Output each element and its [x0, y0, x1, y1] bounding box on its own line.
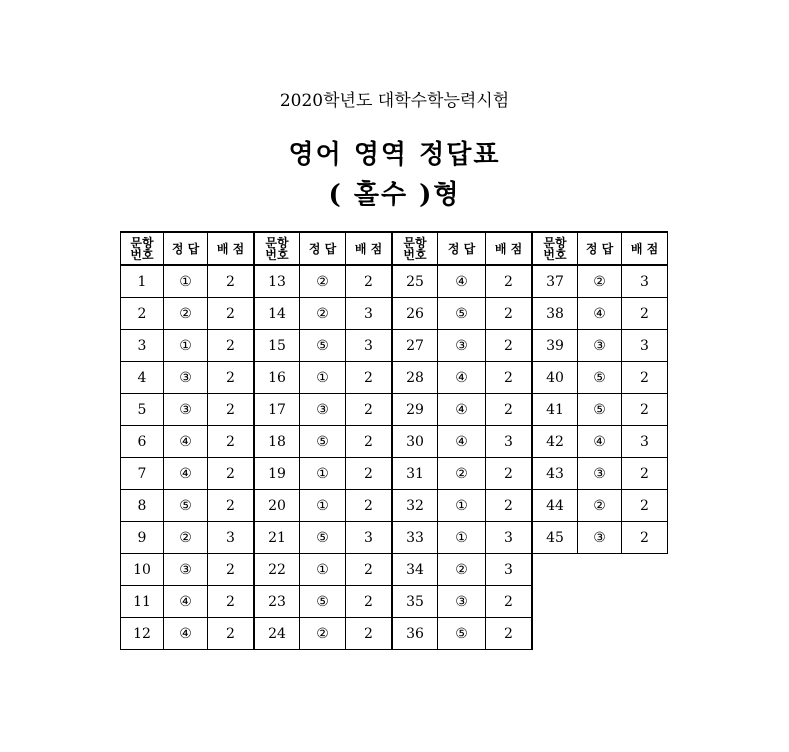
- answer-choice: ④: [578, 426, 622, 458]
- question-number: 2: [120, 298, 164, 330]
- score-value: 2: [208, 458, 254, 490]
- question-number: 13: [254, 266, 300, 298]
- score-value: 3: [346, 522, 392, 554]
- answer-choice: ②: [578, 266, 622, 298]
- answer-choice: ②: [300, 266, 346, 298]
- answer-choice: ①: [164, 266, 208, 298]
- score-value: 2: [486, 618, 532, 650]
- question-number: 4: [120, 362, 164, 394]
- question-number: 29: [392, 394, 438, 426]
- score-value: 2: [346, 266, 392, 298]
- header-question-number-bottom: 번호: [543, 247, 567, 262]
- score-value: 3: [486, 554, 532, 586]
- header-question-number-top: 문항: [403, 235, 427, 250]
- answer-choice: ⑤: [578, 394, 622, 426]
- score-value: 2: [346, 618, 392, 650]
- question-number: 3: [120, 330, 164, 362]
- answer-choice: ③: [438, 586, 486, 618]
- header-score: 배 점: [622, 231, 668, 266]
- empty-cell: [578, 554, 622, 586]
- question-number: 41: [532, 394, 578, 426]
- score-value: 2: [486, 362, 532, 394]
- question-number: 38: [532, 298, 578, 330]
- score-value: 2: [346, 362, 392, 394]
- answer-choice: ③: [164, 554, 208, 586]
- question-number: 18: [254, 426, 300, 458]
- answer-choice: ①: [300, 458, 346, 490]
- score-value: 2: [208, 586, 254, 618]
- score-value: 2: [346, 394, 392, 426]
- score-value: 3: [346, 330, 392, 362]
- score-value: 2: [208, 618, 254, 650]
- score-value: 2: [208, 266, 254, 298]
- header-question-number-top: 문항: [543, 235, 567, 250]
- question-number: 17: [254, 394, 300, 426]
- answer-choice: ⑤: [300, 330, 346, 362]
- question-number: 42: [532, 426, 578, 458]
- question-number: 30: [392, 426, 438, 458]
- question-number: 10: [120, 554, 164, 586]
- question-number: 7: [120, 458, 164, 490]
- answer-choice: ①: [300, 554, 346, 586]
- answer-choice: ④: [164, 458, 208, 490]
- score-value: 2: [486, 458, 532, 490]
- question-number: 25: [392, 266, 438, 298]
- question-number: 11: [120, 586, 164, 618]
- subject-title: 영어 영역 정답표: [288, 140, 501, 170]
- header-score: 배 점: [208, 231, 254, 266]
- header-question-number: [532, 231, 578, 266]
- header-question-number-bottom: 번호: [130, 247, 154, 262]
- answer-choice: ②: [164, 522, 208, 554]
- answer-choice: ④: [164, 618, 208, 650]
- question-number: 5: [120, 394, 164, 426]
- answer-key-table: [120, 231, 668, 650]
- answer-choice: ③: [438, 330, 486, 362]
- question-number: 1: [120, 266, 164, 298]
- answer-choice: ④: [438, 266, 486, 298]
- answer-choice: ②: [438, 554, 486, 586]
- question-number: 9: [120, 522, 164, 554]
- score-value: 2: [622, 458, 668, 490]
- empty-cell: [622, 586, 668, 618]
- question-number: 21: [254, 522, 300, 554]
- score-value: 3: [622, 266, 668, 298]
- question-number: 43: [532, 458, 578, 490]
- question-number: 12: [120, 618, 164, 650]
- question-number: 20: [254, 490, 300, 522]
- score-value: 2: [346, 426, 392, 458]
- header-question-number-bottom: 번호: [265, 247, 289, 262]
- score-value: 3: [486, 522, 532, 554]
- empty-cell: [532, 618, 578, 650]
- answer-choice: ⑤: [300, 586, 346, 618]
- score-value: 2: [208, 362, 254, 394]
- score-value: 2: [622, 490, 668, 522]
- question-number: 22: [254, 554, 300, 586]
- score-value: 2: [208, 554, 254, 586]
- answer-choice: ③: [164, 362, 208, 394]
- answer-choice: ②: [164, 298, 208, 330]
- score-value: 2: [346, 554, 392, 586]
- header-question-number-top: 문항: [130, 235, 154, 250]
- score-value: 2: [208, 394, 254, 426]
- answer-choice: ④: [164, 586, 208, 618]
- score-value: 2: [486, 394, 532, 426]
- answer-choice: ④: [438, 394, 486, 426]
- answer-choice: ④: [578, 298, 622, 330]
- question-number: 37: [532, 266, 578, 298]
- score-value: 2: [486, 586, 532, 618]
- empty-cell: [532, 586, 578, 618]
- header-answer: 정 답: [300, 231, 346, 266]
- question-number: 32: [392, 490, 438, 522]
- answer-choice: ⑤: [438, 298, 486, 330]
- answer-choice: ③: [578, 522, 622, 554]
- question-number: 6: [120, 426, 164, 458]
- question-number: 35: [392, 586, 438, 618]
- question-number: 40: [532, 362, 578, 394]
- empty-cell: [532, 554, 578, 586]
- score-value: 2: [346, 586, 392, 618]
- header-score: 배 점: [486, 231, 532, 266]
- empty-cell: [622, 618, 668, 650]
- score-value: 2: [486, 490, 532, 522]
- question-number: 45: [532, 522, 578, 554]
- answer-choice: ②: [438, 458, 486, 490]
- score-value: 2: [622, 298, 668, 330]
- question-number: 34: [392, 554, 438, 586]
- exam-title: 2020학년도 대학수학능력시험: [279, 91, 510, 111]
- answer-choice: ①: [438, 522, 486, 554]
- answer-choice: ①: [164, 330, 208, 362]
- answer-choice: ③: [164, 394, 208, 426]
- question-number: 14: [254, 298, 300, 330]
- question-number: 23: [254, 586, 300, 618]
- question-number: 27: [392, 330, 438, 362]
- question-number: 16: [254, 362, 300, 394]
- question-number: 39: [532, 330, 578, 362]
- header-answer: 정 답: [164, 231, 208, 266]
- score-value: 2: [208, 330, 254, 362]
- header-answer: 정 답: [578, 231, 622, 266]
- answer-choice: ③: [578, 330, 622, 362]
- question-number: 36: [392, 618, 438, 650]
- score-value: 3: [346, 298, 392, 330]
- score-value: 2: [622, 362, 668, 394]
- score-value: 2: [486, 298, 532, 330]
- question-number: 19: [254, 458, 300, 490]
- header-question-number-bottom: 번호: [403, 247, 427, 262]
- question-number: 28: [392, 362, 438, 394]
- answer-choice: ④: [164, 426, 208, 458]
- header-answer: 정 답: [438, 231, 486, 266]
- answer-choice: ③: [300, 394, 346, 426]
- header-question-number: [120, 231, 164, 266]
- score-value: 2: [346, 490, 392, 522]
- answer-choice: ①: [300, 490, 346, 522]
- header-question-number: [392, 231, 438, 266]
- answer-choice: ⑤: [300, 522, 346, 554]
- score-value: 2: [622, 394, 668, 426]
- score-value: 2: [346, 458, 392, 490]
- answer-choice: ⑤: [578, 362, 622, 394]
- answer-choice: ⑤: [438, 618, 486, 650]
- score-value: 2: [208, 490, 254, 522]
- score-value: 2: [486, 330, 532, 362]
- question-number: 15: [254, 330, 300, 362]
- header-question-number-top: 문항: [265, 235, 289, 250]
- question-number: 44: [532, 490, 578, 522]
- answer-choice: ②: [300, 298, 346, 330]
- empty-cell: [578, 586, 622, 618]
- answer-choice: ⑤: [300, 426, 346, 458]
- question-number: 8: [120, 490, 164, 522]
- answer-choice: ①: [438, 490, 486, 522]
- answer-choice: ②: [578, 490, 622, 522]
- header-score: 배 점: [346, 231, 392, 266]
- score-value: 2: [208, 298, 254, 330]
- answer-choice: ④: [438, 362, 486, 394]
- answer-choice: ②: [300, 618, 346, 650]
- answer-choice: ⑤: [164, 490, 208, 522]
- question-number: 24: [254, 618, 300, 650]
- question-number: 26: [392, 298, 438, 330]
- question-number: 33: [392, 522, 438, 554]
- score-value: 2: [208, 426, 254, 458]
- score-value: 2: [486, 266, 532, 298]
- score-value: 3: [622, 330, 668, 362]
- header-question-number: [254, 231, 300, 266]
- empty-cell: [578, 618, 622, 650]
- answer-choice: ③: [578, 458, 622, 490]
- empty-cell: [622, 554, 668, 586]
- score-value: 3: [622, 426, 668, 458]
- question-number: 31: [392, 458, 438, 490]
- score-value: 3: [486, 426, 532, 458]
- answer-choice: ①: [300, 362, 346, 394]
- score-value: 2: [622, 522, 668, 554]
- form-type-title: ( 홀수 )형: [328, 180, 461, 210]
- answer-choice: ④: [438, 426, 486, 458]
- score-value: 3: [208, 522, 254, 554]
